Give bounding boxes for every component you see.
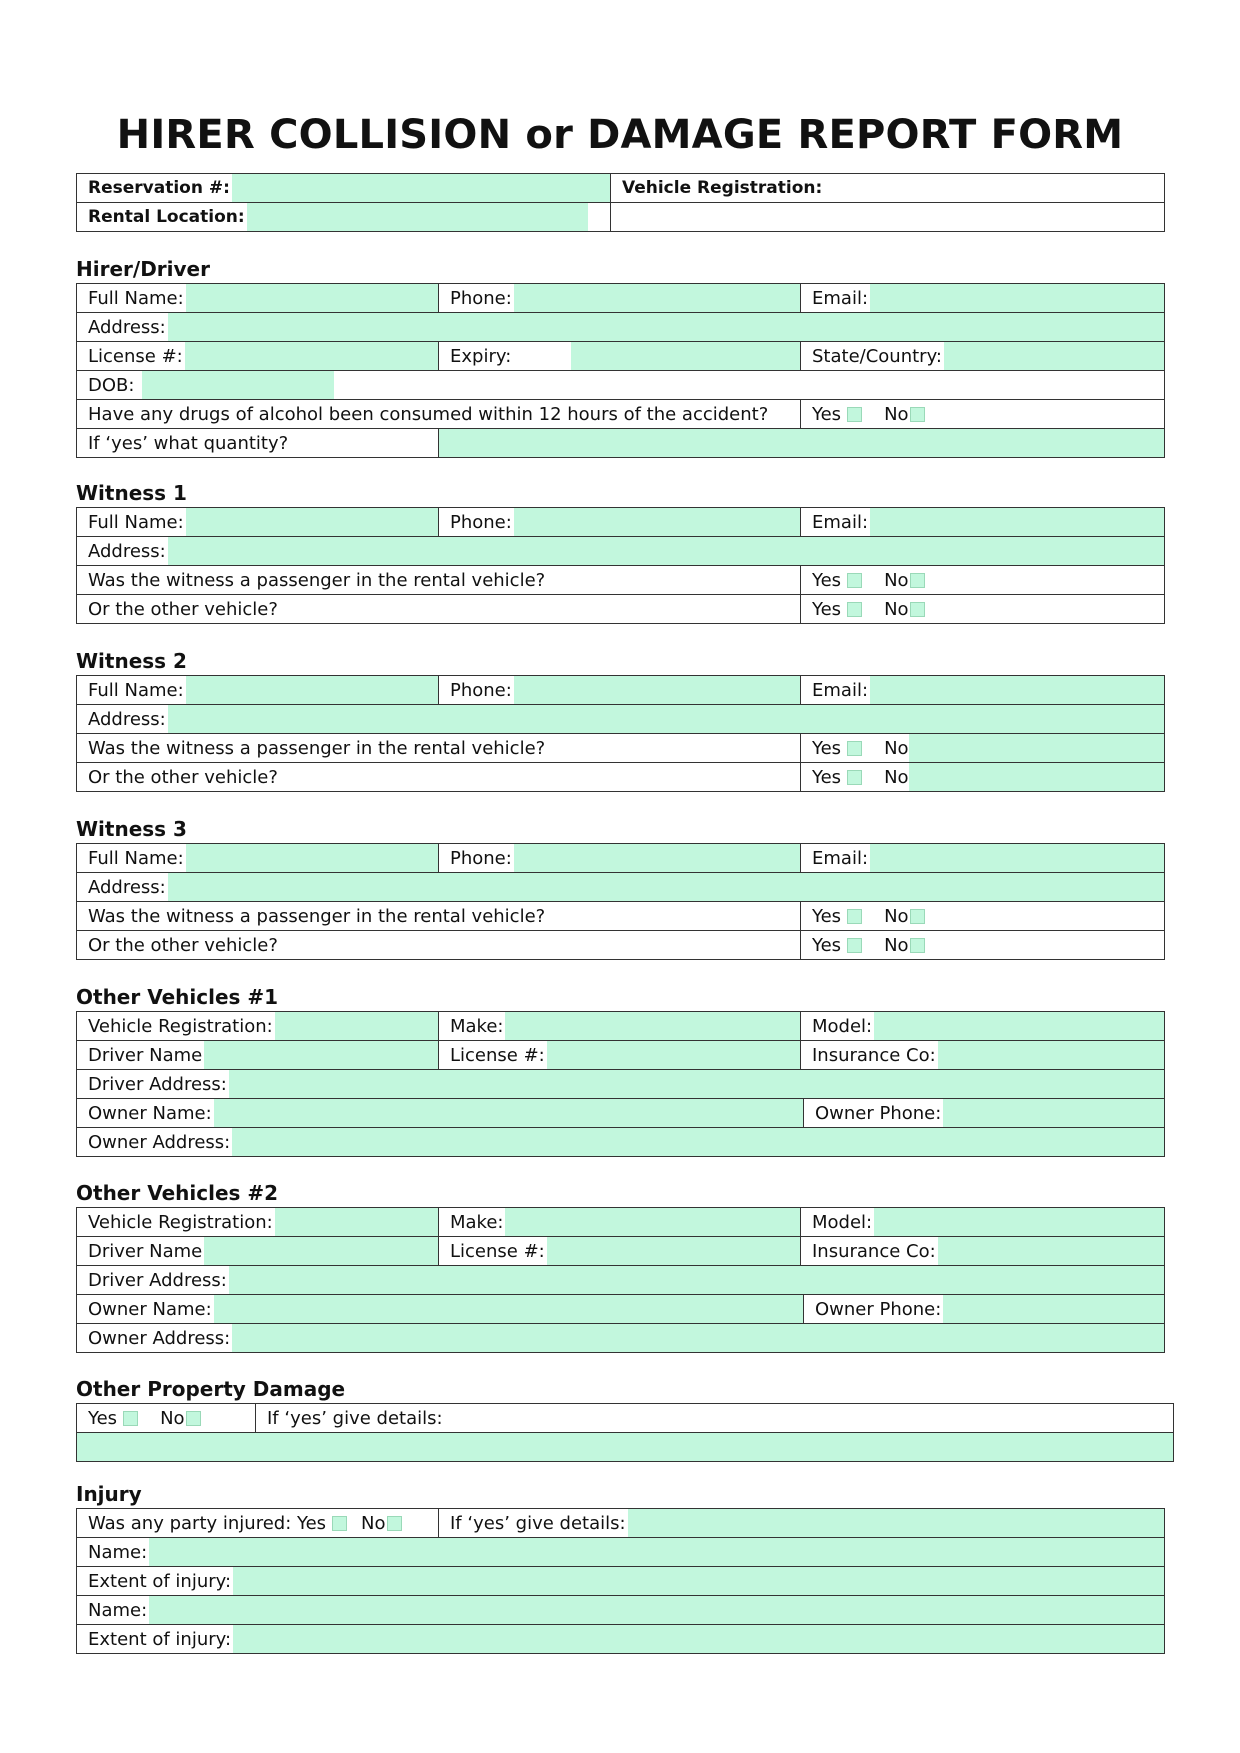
witness-3-phone-field[interactable]: [514, 844, 800, 872]
witness-2-address-label: Address:: [88, 708, 166, 730]
witness-1-address-field[interactable]: [168, 537, 1164, 565]
witness-3-other-yes-label: Yes: [812, 934, 842, 956]
vehicle-1-owner-phone-label: Owner Phone:: [815, 1102, 942, 1124]
vehicle-2-table: [76, 1207, 1165, 1353]
vehicle-2-make-field[interactable]: [505, 1208, 800, 1236]
witness-3-other-no-checkbox[interactable]: [910, 938, 925, 953]
witness-2-passenger-no-label: No: [884, 737, 909, 759]
hirer-full-name-label: Full Name:: [88, 287, 184, 309]
witness-3-passenger-yes-label: Yes: [812, 905, 842, 927]
witness-2-email-field[interactable]: [870, 676, 1164, 704]
vehicle-2-make-label: Make:: [450, 1211, 504, 1233]
witness-1-other-no-label: No: [884, 598, 909, 620]
vehicle-1-owner-address-label: Owner Address:: [88, 1131, 231, 1153]
vehicle-2-heading: Other Vehicles #2: [76, 1181, 279, 1205]
witness-2-other-no-label: No: [884, 766, 909, 788]
hirer-address-field[interactable]: [168, 313, 1164, 341]
reservation-table: [76, 173, 1165, 232]
vehicle-1-registration-label: Vehicle Registration:: [88, 1015, 273, 1037]
witness-2-full-name-label: Full Name:: [88, 679, 184, 701]
injury-name-2-field[interactable]: [149, 1596, 1164, 1624]
vehicle-1-make-label: Make:: [450, 1015, 504, 1037]
injury-extent-1-field[interactable]: [233, 1567, 1164, 1595]
hirer-email-label: Email:: [812, 287, 869, 309]
vehicle-1-license-field[interactable]: [547, 1041, 800, 1069]
vehicle-2-owner-phone-field[interactable]: [943, 1295, 1164, 1323]
hirer-dob-label: DOB:: [88, 374, 135, 396]
injury-table: [76, 1508, 1165, 1654]
vehicle-1-table: [76, 1011, 1165, 1157]
witness-2-full-name-field[interactable]: [186, 676, 438, 704]
reservation-field[interactable]: [232, 174, 610, 202]
vehicle-2-registration-field[interactable]: [275, 1208, 438, 1236]
witness-3-heading: Witness 3: [76, 817, 187, 841]
witness-1-passenger-no-label: No: [884, 569, 909, 591]
witness-1-passenger-yes-checkbox[interactable]: [847, 573, 862, 588]
witness-3-other-no-label: No: [884, 934, 909, 956]
witness-1-other-no-checkbox[interactable]: [910, 602, 925, 617]
drugs-no-checkbox[interactable]: [910, 407, 925, 422]
injury-name-1-field[interactable]: [149, 1538, 1164, 1566]
vehicle-1-heading: Other Vehicles #1: [76, 985, 279, 1009]
vehicle-2-owner-name-field[interactable]: [214, 1295, 803, 1323]
witness-2-passenger-yes-label: Yes: [812, 737, 842, 759]
injury-name-2-label: Name:: [88, 1599, 148, 1621]
hirer-expiry-field[interactable]: [571, 342, 800, 370]
property-yes-label: Yes: [88, 1407, 118, 1429]
witness-1-email-field[interactable]: [870, 508, 1164, 536]
witness-3-address-label: Address:: [88, 876, 166, 898]
vehicle-2-model-field[interactable]: [874, 1208, 1164, 1236]
property-yes-checkbox[interactable]: [123, 1411, 138, 1426]
vehicle-1-driver-address-field[interactable]: [229, 1070, 1164, 1098]
vehicle-1-model-label: Model:: [812, 1015, 873, 1037]
hirer-license-field[interactable]: [185, 342, 438, 370]
witness-1-phone-field[interactable]: [514, 508, 800, 536]
witness-1-other-yes-checkbox[interactable]: [847, 602, 862, 617]
drugs-yes-label: Yes: [812, 403, 842, 425]
witness-1-email-label: Email:: [812, 511, 869, 533]
vehicle-1-driver-name-field[interactable]: [204, 1041, 438, 1069]
injury-no-checkbox[interactable]: [387, 1516, 402, 1531]
vehicle-2-owner-phone-label: Owner Phone:: [815, 1298, 942, 1320]
vehicle-2-driver-address-field[interactable]: [229, 1266, 1164, 1294]
injury-yes-checkbox[interactable]: [332, 1516, 347, 1531]
vehicle-2-driver-address-label: Driver Address:: [88, 1269, 227, 1291]
witness-3-passenger-yes-checkbox[interactable]: [847, 909, 862, 924]
drugs-question: Have any drugs of alcohol been consumed within 12 hours of the accident?: [88, 403, 769, 425]
witness-3-other-yes-checkbox[interactable]: [847, 938, 862, 953]
vehicle-1-model-field[interactable]: [874, 1012, 1164, 1040]
witness-1-address-label: Address:: [88, 540, 166, 562]
vehicle-2-driver-name-field[interactable]: [204, 1237, 438, 1265]
vehicle-2-insurance-field[interactable]: [938, 1237, 1164, 1265]
vehicle-2-owner-name-label: Owner Name:: [88, 1298, 212, 1320]
witness-3-email-label: Email:: [812, 847, 869, 869]
injury-extent-2-field[interactable]: [233, 1625, 1164, 1653]
hirer-license-label: License #:: [88, 345, 183, 367]
witness-3-address-field[interactable]: [168, 873, 1164, 901]
witness-3-table: [76, 843, 1165, 960]
witness-3-passenger-no-label: No: [884, 905, 909, 927]
drugs-no-label: No: [884, 403, 909, 425]
witness-3-passenger-no-checkbox[interactable]: [910, 909, 925, 924]
hirer-phone-field[interactable]: [514, 284, 800, 312]
hirer-expiry-label: Expiry:: [450, 345, 512, 367]
witness-3-full-name-label: Full Name:: [88, 847, 184, 869]
witness-1-full-name-label: Full Name:: [88, 511, 184, 533]
injury-name-1-label: Name:: [88, 1541, 148, 1563]
witness-2-passenger-question: Was the witness a passenger in the rental vehicle?: [88, 737, 546, 759]
injury-details-field[interactable]: [628, 1509, 1164, 1537]
injury-details-label: If ‘yes’ give details:: [450, 1512, 626, 1534]
hirer-table: [76, 283, 1165, 458]
witness-2-other-yes-checkbox[interactable]: [847, 770, 862, 785]
vehicle-2-owner-address-field[interactable]: [232, 1324, 1164, 1352]
witness-2-email-label: Email:: [812, 679, 869, 701]
vehicle-registration-value-field[interactable]: [611, 203, 1164, 231]
vehicle-2-owner-address-label: Owner Address:: [88, 1327, 231, 1349]
drugs-yes-checkbox[interactable]: [847, 407, 862, 422]
form-title: HIRER COLLISION or DAMAGE REPORT FORM: [116, 112, 1124, 158]
vehicle-1-insurance-field[interactable]: [938, 1041, 1164, 1069]
vehicle-1-make-field[interactable]: [505, 1012, 800, 1040]
injury-question: Was any party injured: Yes: [88, 1512, 327, 1534]
hirer-address-label: Address:: [88, 316, 166, 338]
hirer-phone-label: Phone:: [450, 287, 512, 309]
vehicle-2-license-label: License #:: [450, 1240, 545, 1262]
vehicle-1-owner-name-field[interactable]: [214, 1099, 803, 1127]
vehicle-2-license-field[interactable]: [547, 1237, 800, 1265]
quantity-question: If ‘yes’ what quantity?: [88, 432, 289, 454]
hirer-heading: Hirer/Driver: [76, 257, 210, 281]
property-details-field[interactable]: [77, 1433, 1174, 1462]
witness-1-table: [76, 507, 1165, 624]
vehicle-1-owner-address-field[interactable]: [232, 1128, 1164, 1156]
witness-3-phone-label: Phone:: [450, 847, 512, 869]
rental-location-field[interactable]: [247, 203, 588, 231]
witness-1-heading: Witness 1: [76, 481, 187, 505]
witness-2-address-field[interactable]: [168, 705, 1164, 733]
injury-extent-1-label: Extent of injury:: [88, 1570, 232, 1592]
vehicle-1-registration-field[interactable]: [275, 1012, 438, 1040]
witness-2-other-vehicle-question: Or the other vehicle?: [88, 766, 278, 788]
hirer-state-label: State/Country:: [812, 345, 942, 367]
witness-1-other-vehicle-question: Or the other vehicle?: [88, 598, 278, 620]
vehicle-1-license-label: License #:: [450, 1044, 545, 1066]
vehicle-1-driver-address-label: Driver Address:: [88, 1073, 227, 1095]
vehicle-1-owner-phone-field[interactable]: [943, 1099, 1164, 1127]
hirer-dob-field[interactable]: [142, 371, 334, 399]
rental-location-label: Rental Location:: [88, 207, 245, 227]
witness-3-email-field[interactable]: [870, 844, 1164, 872]
injury-no-label: No: [361, 1512, 386, 1534]
witness-2-phone-field[interactable]: [514, 676, 800, 704]
hirer-state-field[interactable]: [944, 342, 1164, 370]
reservation-label: Reservation #:: [88, 178, 230, 198]
witness-3-other-vehicle-question: Or the other vehicle?: [88, 934, 278, 956]
witness-1-full-name-field[interactable]: [186, 508, 438, 536]
injury-heading: Injury: [76, 1482, 142, 1506]
vehicle-2-driver-name-label: Driver Name: [88, 1240, 203, 1262]
property-details-label: If ‘yes’ give details:: [267, 1407, 443, 1429]
vehicle-2-registration-label: Vehicle Registration:: [88, 1211, 273, 1233]
property-no-label: No: [160, 1407, 185, 1429]
vehicle-2-model-label: Model:: [812, 1211, 873, 1233]
vehicle-1-owner-name-label: Owner Name:: [88, 1102, 212, 1124]
vehicle-1-insurance-label: Insurance Co:: [812, 1044, 936, 1066]
vehicle-1-driver-name-label: Driver Name: [88, 1044, 203, 1066]
witness-2-other-yes-label: Yes: [812, 766, 842, 788]
witness-2-heading: Witness 2: [76, 649, 187, 673]
witness-3-passenger-question: Was the witness a passenger in the rental vehicle?: [88, 905, 546, 927]
witness-2-passenger-no-checkbox[interactable]: [909, 734, 1164, 762]
quantity-field[interactable]: [439, 429, 1165, 458]
vehicle-2-insurance-label: Insurance Co:: [812, 1240, 936, 1262]
witness-3-full-name-field[interactable]: [186, 844, 438, 872]
vehicle-registration-field[interactable]: [824, 174, 1164, 202]
witness-1-passenger-no-checkbox[interactable]: [910, 573, 925, 588]
witness-1-other-yes-label: Yes: [812, 598, 842, 620]
witness-2-other-no-checkbox[interactable]: [909, 763, 1164, 791]
witness-2-table: [76, 675, 1165, 792]
property-no-checkbox[interactable]: [186, 1411, 201, 1426]
witness-1-passenger-yes-label: Yes: [812, 569, 842, 591]
witness-1-phone-label: Phone:: [450, 511, 512, 533]
vehicle-registration-label: Vehicle Registration:: [622, 178, 823, 198]
witness-1-passenger-question: Was the witness a passenger in the rental vehicle?: [88, 569, 546, 591]
property-table: [76, 1403, 1174, 1462]
property-heading: Other Property Damage: [76, 1377, 346, 1401]
witness-2-phone-label: Phone:: [450, 679, 512, 701]
injury-extent-2-label: Extent of injury:: [88, 1628, 232, 1650]
witness-2-passenger-yes-checkbox[interactable]: [847, 741, 862, 756]
hirer-email-field[interactable]: [870, 284, 1164, 312]
hirer-full-name-field[interactable]: [186, 284, 438, 312]
